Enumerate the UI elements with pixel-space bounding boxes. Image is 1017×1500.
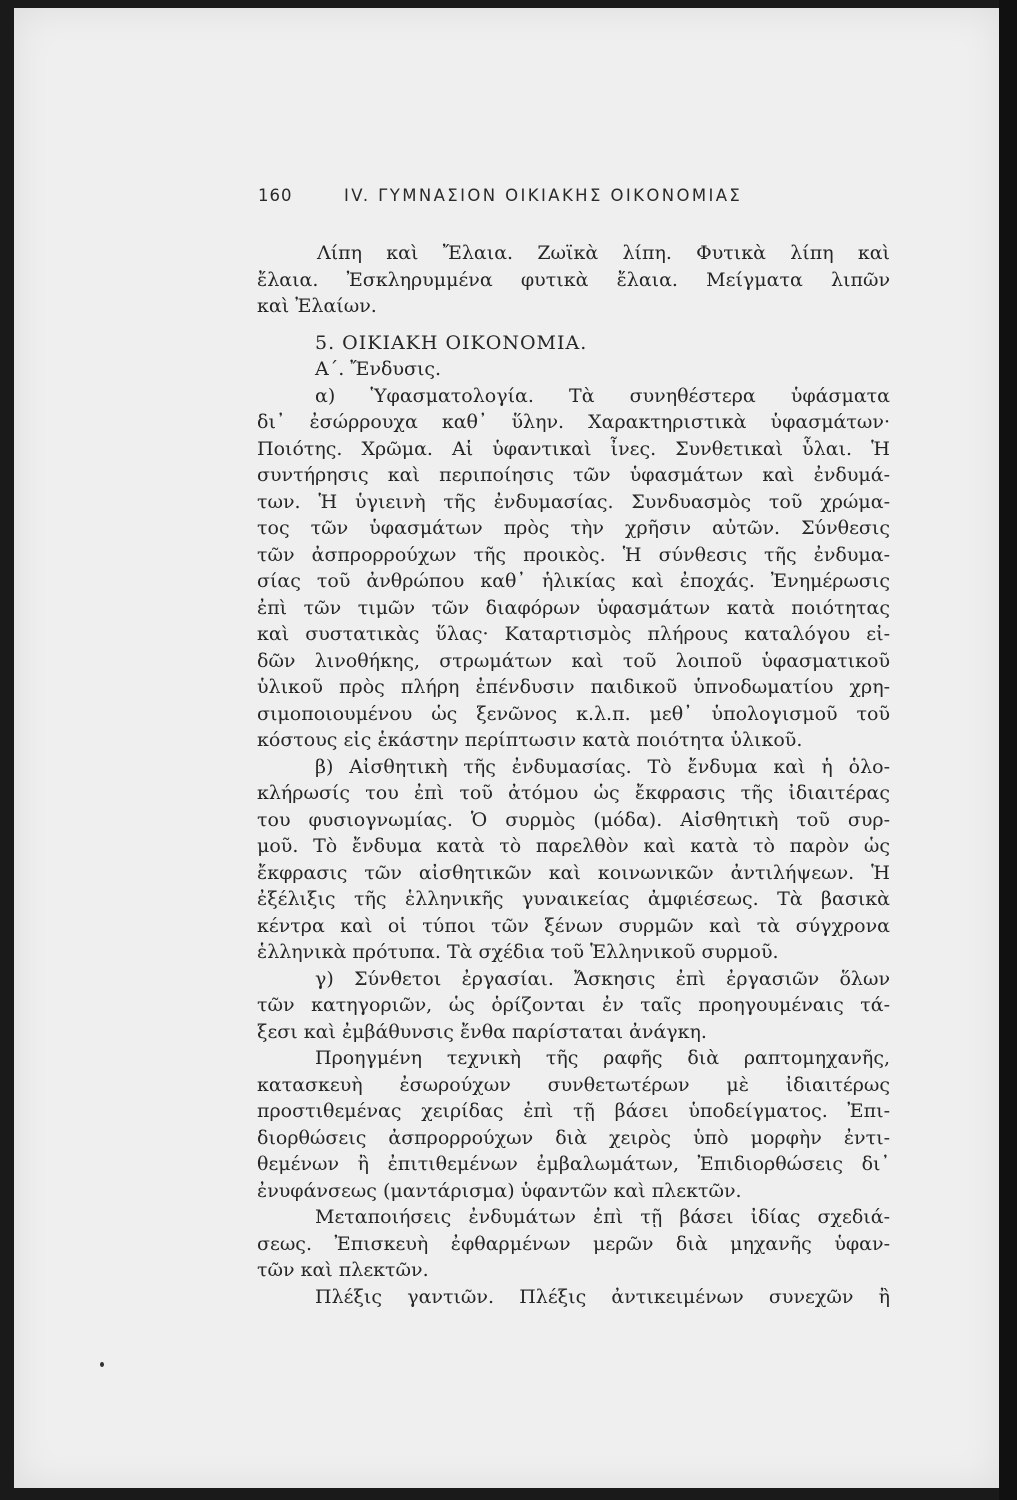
text-line: Πλέξις γαντιῶν. Πλέξις ἀντικειμένων συνεχῶν ἢ bbox=[315, 1285, 890, 1308]
text-line: ὑλικοῦ πρὸς πλήρη ἐπένδυσιν παιδικοῦ ὑπνοδωματίου χρη- bbox=[257, 676, 890, 698]
text-line: μοῦ. Τὸ ἔνδυμα κατὰ τὸ παρελθὸν καὶ κατὰ τὸ παρὸν ὡς bbox=[257, 835, 890, 857]
text-line: ἔλαια. Ἐσκληρυμμένα φυτικὰ ἔλαια. Μείγματα λιπῶν bbox=[257, 268, 890, 291]
text-line: Ποιότης. Χρῶμα. Αἱ ὑφαντικαὶ ἶνες. Συνθετικαὶ ὗλαι. Ἡ bbox=[257, 437, 890, 460]
scan-border bbox=[999, 0, 1017, 1500]
text-line: τῶν καὶ πλεκτῶν. bbox=[257, 1259, 429, 1281]
text-line: Λίπη καὶ Ἔλαια. Ζωϊκὰ λίπη. Φυτικὰ λίπη καὶ bbox=[317, 242, 890, 264]
text-line: Μεταποιήσεις ἐνδυμάτων ἐπὶ τῇ βάσει ἰδίας σχεδιά- bbox=[315, 1206, 890, 1228]
text-line: κλήρωσίς του ἐπὶ τοῦ ἀτόμου ὡς ἔκφρασις τῆς ἰδιαιτέρας bbox=[257, 782, 890, 804]
running-title: IV. ΓΥΜΝΑΣΙΟΝ ΟΙΚΙΑΚΗΣ ΟΙΚΟΝΟΜΙΑΣ bbox=[344, 186, 743, 205]
section-heading: 5. ΟΙΚΙΑΚΗ ΟΙΚΟΝΟΜΙΑ. bbox=[315, 331, 588, 354]
text-line: καὶ Ἐλαίων. bbox=[257, 295, 377, 317]
text-line: Προηγμένη τεχνικὴ τῆς ραφῆς διὰ ραπτομηχανῆς, bbox=[315, 1047, 890, 1069]
text-line: τος τῶν ὑφασμάτων πρὸς τὴν χρῆσιν αὐτῶν. Σύνθεσις bbox=[257, 517, 890, 539]
text-line: του φυσιογνωμίας. Ὁ συρμὸς (μόδα). Αἰσθητικὴ τοῦ συρ- bbox=[257, 808, 890, 831]
text-line: καὶ συστατικὰς ὕλας· Καταρτισμὸς πλήρους καταλόγου εἰ- bbox=[257, 623, 890, 645]
text-line: διορθώσεις ἀσπρορρούχων διὰ χειρὸς ὑπὸ μορφὴν ἐντι- bbox=[257, 1126, 890, 1149]
running-header bbox=[258, 186, 742, 205]
text-line: κόστους εἰς ἑκάστην περίπτωσιν κατὰ ποιότητα ὑλικοῦ. bbox=[257, 729, 803, 751]
text-line: σεως. Ἐπισκευὴ ἐφθαρμένων μερῶν διὰ μηχανῆς ὑφαν- bbox=[257, 1232, 890, 1255]
text-line: ἔκφρασις τῶν αἰσθητικῶν καὶ κοινωνικῶν ἀντιλήψεων. Ἡ bbox=[257, 861, 890, 884]
text-line: β) Αἰσθητικὴ τῆς ἐνδυμασίας. Τὸ ἔνδυμα καὶ ἡ ὁλο- bbox=[315, 755, 890, 778]
text-line: προστιθεμένας χειρίδας ἐπὶ τῇ βάσει ὑποδείγματος. Ἐπι- bbox=[257, 1100, 890, 1122]
text-line: ξεσι καὶ ἐμβάθυνσις ἔνθα παρίσταται ἀνάγκη. bbox=[257, 1020, 707, 1043]
text-line: θεμένων ἢ ἐπιτιθεμένων ἐμβαλωμάτων, Ἐπιδιορθώσεις δι᾽ bbox=[257, 1153, 890, 1175]
subsection-heading: Α΄. Ἔνδυσις. bbox=[315, 358, 442, 380]
text-line: ἐνυφάνσεως (μαντάρισμα) ὑφαντῶν καὶ πλεκτῶν. bbox=[257, 1179, 742, 1202]
text-line: σιμοποιουμένου ὡς ξενῶνος κ.λ.π. μεθ᾽ ὑπολογισμοῦ τοῦ bbox=[257, 702, 890, 725]
ink-speck bbox=[100, 1362, 104, 1367]
text-line: σίας τοῦ ἀνθρώπου καθ᾽ ἡλικίας καὶ ἐποχάς. Ἐνημέρωσις bbox=[257, 570, 890, 592]
text-line: ἐξέλιξις τῆς ἑλληνικῆς γυναικείας ἀμφιέσεως. Τὰ βασικὰ bbox=[257, 888, 890, 910]
text-line: ἑλληνικὰ πρότυπα. Τὰ σχέδια τοῦ Ἑλληνικοῦ συρμοῦ. bbox=[257, 941, 779, 963]
body-text bbox=[257, 240, 890, 1310]
text-line: δι᾽ ἐσώρρουχα καθ᾽ ὕλην. Χαρακτηριστικὰ ὑφασμάτων· bbox=[257, 411, 890, 433]
text-line: κέντρα καὶ οἱ τύποι τῶν ξένων συρμῶν καὶ τὰ σύγχρονα bbox=[257, 914, 890, 937]
text-line: συντήρησις καὶ περιποίησις τῶν ὑφασμάτων καὶ ἐνδυμά- bbox=[257, 464, 890, 486]
text-line: α) Ὑφασματολογία. Τὰ συνηθέστερα ὑφάσματα bbox=[315, 384, 890, 407]
text-line: τῶν ἀσπρορρούχων τῆς προικὸς. Ἡ σύνθεσις τῆς ἐνδυμα- bbox=[257, 543, 890, 566]
page-number: 160 bbox=[258, 186, 293, 205]
text-line: ἐπὶ τῶν τιμῶν τῶν διαφόρων ὑφασμάτων κατὰ ποιότητας bbox=[257, 596, 890, 619]
text-line: γ) Σύνθετοι ἐργασίαι. Ἄσκησις ἐπὶ ἐργασιῶν ὅλων bbox=[315, 967, 890, 990]
text-line: δῶν λινοθήκης, στρωμάτων καὶ τοῦ λοιποῦ ὑφασματικοῦ bbox=[257, 649, 890, 672]
text-line: των. Ἡ ὑγιεινὴ τῆς ἐνδυμασίας. Συνδυασμὸς τοῦ χρώμα- bbox=[257, 490, 890, 513]
text-line: κατασκευὴ ἐσωρούχων συνθετωτέρων μὲ ἰδιαιτέρως bbox=[257, 1073, 890, 1096]
text-line: τῶν κατηγοριῶν, ὡς ὁρίζονται ἐν ταῖς προηγουμέναις τά- bbox=[257, 994, 890, 1016]
